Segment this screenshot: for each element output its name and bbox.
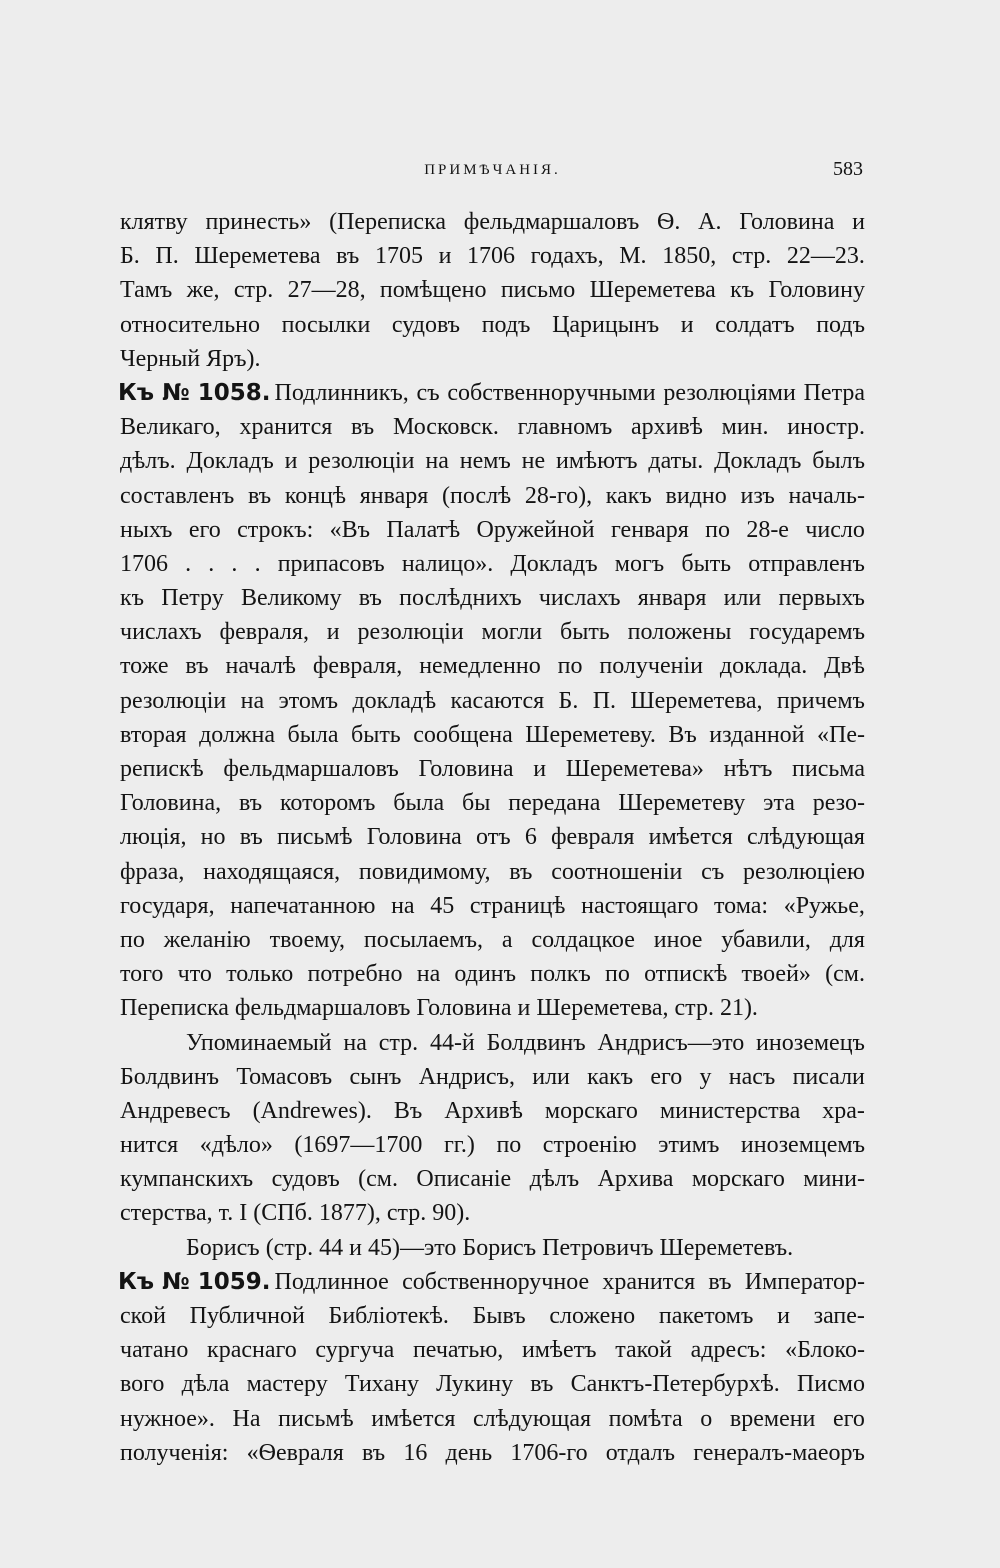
text-line: къ Петру Великому въ послѣднихъ числахъ января или первыхъ bbox=[120, 585, 865, 612]
note-heading-line: Къ № 1059. Подлинное собственноручное хранится въ Император- bbox=[118, 1265, 865, 1299]
text-line: вторая должна была быть сообщена Шереметеву. Въ изданной «Пе- bbox=[120, 721, 865, 748]
paragraph-first-line: Упоминаемый на стр. 44-й Болдвинъ Андрисъ—это иноземецъ bbox=[186, 1029, 865, 1056]
text-line: Б. П. Шереметева въ 1705 и 1706 годахъ, М. 1850, стр. 22—23. bbox=[120, 243, 865, 270]
text-line: относительно посылки судовъ подъ Царицынъ и солдатъ подъ bbox=[120, 311, 865, 338]
text-line: клятву принесть» (Переписка фельдмаршаловъ Ѳ. А. Головина и bbox=[120, 209, 865, 235]
text-line: Великаго, хранится въ Московск. главномъ архивѣ мин. иностр. bbox=[120, 414, 865, 441]
text-line: дѣлъ. Докладъ и резолюціи на немъ не имѣютъ даты. Докладъ былъ bbox=[120, 448, 865, 475]
text-line: тоже въ началѣ февраля, немедленно по полученіи доклада. Двѣ bbox=[120, 653, 865, 680]
text-line: фраза, находящаяся, повидимому, въ соотношеніи съ резолюціею bbox=[120, 858, 865, 885]
text-line: Головина, въ которомъ была бы передана Шереметеву эта резо- bbox=[120, 790, 865, 817]
text-line: резолюціи на этомъ докладѣ касаются Б. П. Шереметева, причемъ bbox=[120, 687, 865, 714]
text-line: репискѣ фельдмаршаловъ Головина и Шереметева» нѣтъ письма bbox=[120, 756, 865, 782]
page-number: 583 bbox=[833, 158, 863, 180]
text-line: числахъ февраля, и резолюціи могли быть положены государемъ bbox=[120, 619, 865, 646]
text-line: составленъ въ концѣ января (послѣ 28-го), какъ видно изъ началь- bbox=[120, 482, 865, 509]
note-reference: Къ № 1059. bbox=[118, 1268, 271, 1295]
running-title: ПРИМѢЧАНІЯ. bbox=[424, 162, 561, 178]
text-line: люція, но въ письмѣ Головина отъ 6 февраля имѣется слѣдующая bbox=[120, 824, 865, 851]
text-line: Черный Яръ). bbox=[120, 345, 261, 372]
note-heading-line: Къ № 1058. Подлинникъ, съ собственноручными резолюціями Петра bbox=[118, 376, 865, 410]
text-line: полученія: «Ѳевраля въ 16 день 1706-го отдалъ генералъ-маеоръ bbox=[120, 1439, 865, 1466]
text-line: Болдвинъ Томасовъ сынъ Андрисъ, или какъ его у насъ писали bbox=[120, 1063, 865, 1090]
text-line: нужное». На письмѣ имѣется слѣдующая помѣта о времени его bbox=[120, 1405, 865, 1432]
text-line: чатано краснаго сургуча печатью, имѣетъ такой адресъ: «Блоко- bbox=[120, 1337, 865, 1364]
text-line: стерства, т. I (СПб. 1877), стр. 90). bbox=[120, 1200, 471, 1227]
text-line: Андревесъ (Andrewes). Въ Архивѣ морскаго министерства хра- bbox=[120, 1097, 865, 1124]
text-line: 1706 . . . . припасовъ налицо». Докладъ могъ быть отправленъ bbox=[120, 550, 865, 577]
text-line: государя, напечатанною на 45 страницѣ настоящаго тома: «Ружье, bbox=[120, 892, 865, 919]
text-line: кумпанскихъ судовъ (см. Описаніе дѣлъ Архива морскаго мини- bbox=[120, 1166, 865, 1193]
text-line: Тамъ же, стр. 27—28, помѣщено письмо Шереметева къ Головину bbox=[120, 277, 865, 304]
paragraph-first-line: Борисъ (стр. 44 и 45)—это Борисъ Петровичъ Шереметевъ. bbox=[186, 1234, 794, 1261]
text-line: того что только потребно на одинъ полкъ по отпискѣ твоей» (см. bbox=[120, 961, 865, 988]
note-reference: Къ № 1058. bbox=[118, 379, 271, 406]
text-line: вого дѣла мастеру Тихану Лукину въ Санктъ-Петербурхѣ. Писмо bbox=[120, 1371, 865, 1398]
page-header bbox=[120, 158, 865, 184]
text-line: Переписка фельдмаршаловъ Головина и Шереметева, стр. 21). bbox=[120, 995, 758, 1022]
text-line: ской Публичной Библіотекѣ. Бывъ сложено пакетомъ и запе- bbox=[120, 1303, 865, 1329]
body-text bbox=[120, 205, 865, 1470]
text-line: нится «дѣло» (1697—1700 гг.) по строенію этимъ иноземцемъ bbox=[120, 1132, 865, 1159]
text-line: по желанію твоему, посылаемъ, а солдацкое иное убавили, для bbox=[120, 926, 865, 953]
text-line: ныхъ его строкъ: «Въ Палатѣ Оружейной генваря по 28-е число bbox=[120, 516, 865, 543]
